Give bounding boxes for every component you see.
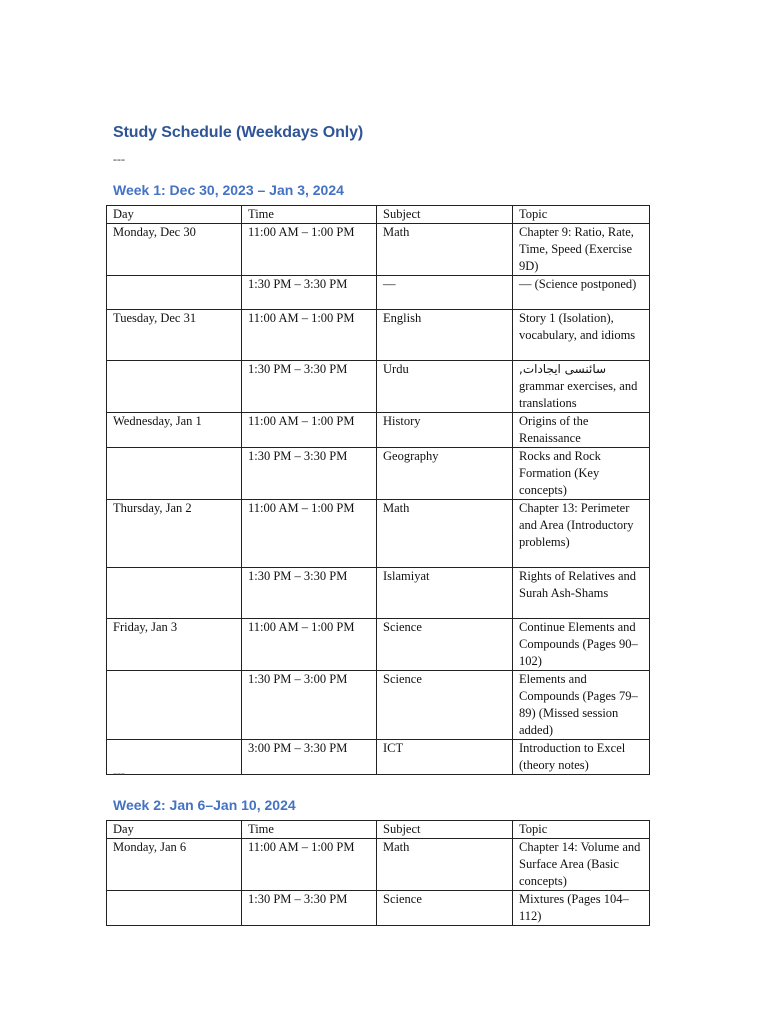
table-row xyxy=(107,839,650,891)
cell-day: Friday, Jan 3 xyxy=(107,619,242,671)
week-1-heading: Week 1: Dec 30, 2023 – Jan 3, 2024 xyxy=(113,182,344,198)
separator-line: --- xyxy=(113,152,125,166)
cell-topic: Introduction to Excel (theory notes) xyxy=(513,740,650,775)
table-header-row xyxy=(107,821,650,839)
cell-day: Thursday, Jan 2 xyxy=(107,500,242,568)
table-row xyxy=(107,448,650,500)
table-row xyxy=(107,361,650,413)
column-header-day: Day xyxy=(107,206,242,224)
cell-day xyxy=(107,448,242,500)
cell-time: 1:30 PM – 3:30 PM xyxy=(242,276,377,310)
cell-topic: Elements and Compounds (Pages 79–89) (Missed session added) xyxy=(513,671,650,740)
table-row xyxy=(107,671,650,740)
cell-day xyxy=(107,740,242,775)
cell-topic: Chapter 14: Volume and Surface Area (Basic concepts) xyxy=(513,839,650,891)
cell-time: 11:00 AM – 1:00 PM xyxy=(242,500,377,568)
cell-topic: — (Science postponed) xyxy=(513,276,650,310)
column-header-topic: Topic xyxy=(513,206,650,224)
cell-topic: Origins of the Renaissance xyxy=(513,413,650,448)
cell-time: 1:30 PM – 3:30 PM xyxy=(242,891,377,926)
week-1-table xyxy=(106,205,650,775)
cell-subject: English xyxy=(377,310,513,361)
cell-time: 11:00 AM – 1:00 PM xyxy=(242,224,377,276)
cell-day xyxy=(107,361,242,413)
cell-day: Wednesday, Jan 1 xyxy=(107,413,242,448)
cell-time: 11:00 AM – 1:00 PM xyxy=(242,310,377,361)
cell-subject: — xyxy=(377,276,513,310)
column-header-subject: Subject xyxy=(377,206,513,224)
cell-topic: Chapter 13: Perimeter and Area (Introductory problems) xyxy=(513,500,650,568)
cell-topic xyxy=(513,361,650,413)
table-row xyxy=(107,310,650,361)
table-row xyxy=(107,619,650,671)
cell-day xyxy=(107,568,242,619)
cell-topic: Mixtures (Pages 104–112) xyxy=(513,891,650,926)
table-row xyxy=(107,740,650,775)
table-row xyxy=(107,224,650,276)
cell-time: 1:30 PM – 3:30 PM xyxy=(242,448,377,500)
column-header-topic: Topic xyxy=(513,821,650,839)
cell-topic: Story 1 (Isolation), vocabulary, and idioms xyxy=(513,310,650,361)
table-header-row xyxy=(107,206,650,224)
cell-time: 1:30 PM – 3:00 PM xyxy=(242,671,377,740)
cell-topic: Rights of Relatives and Surah Ash-Shams xyxy=(513,568,650,619)
cell-topic: Continue Elements and Compounds (Pages 90–102) xyxy=(513,619,650,671)
urdu-topic-text: سائنسی ایجادات, xyxy=(519,362,607,376)
cell-subject: Science xyxy=(377,619,513,671)
table-row xyxy=(107,568,650,619)
cell-day xyxy=(107,276,242,310)
column-header-day: Day xyxy=(107,821,242,839)
cell-day: Tuesday, Dec 31 xyxy=(107,310,242,361)
table-row xyxy=(107,413,650,448)
cell-time: 11:00 AM – 1:00 PM xyxy=(242,413,377,448)
cell-time: 3:00 PM – 3:30 PM xyxy=(242,740,377,775)
week-2-table xyxy=(106,820,650,926)
cell-day: Monday, Jan 6 xyxy=(107,839,242,891)
cell-subject: Science xyxy=(377,891,513,926)
column-header-time: Time xyxy=(242,821,377,839)
cell-subject: Science xyxy=(377,671,513,740)
cell-day xyxy=(107,891,242,926)
cell-time: 11:00 AM – 1:00 PM xyxy=(242,619,377,671)
cell-topic-text: grammar exercises, and translations xyxy=(519,379,638,410)
cell-time: 11:00 AM – 1:00 PM xyxy=(242,839,377,891)
cell-subject: Geography xyxy=(377,448,513,500)
separator-line: --- xyxy=(113,766,125,780)
cell-day: Monday, Dec 30 xyxy=(107,224,242,276)
cell-topic: Chapter 9: Ratio, Rate, Time, Speed (Exercise 9D) xyxy=(513,224,650,276)
cell-time: 1:30 PM – 3:30 PM xyxy=(242,361,377,413)
document-title: Study Schedule (Weekdays Only) xyxy=(113,124,364,141)
cell-subject: Math xyxy=(377,500,513,568)
cell-topic: Rocks and Rock Formation (Key concepts) xyxy=(513,448,650,500)
week-2-heading: Week 2: Jan 6–Jan 10, 2024 xyxy=(113,797,296,813)
cell-subject: ICT xyxy=(377,740,513,775)
cell-day xyxy=(107,671,242,740)
cell-subject: Islamiyat xyxy=(377,568,513,619)
cell-subject: Math xyxy=(377,224,513,276)
cell-subject: Math xyxy=(377,839,513,891)
cell-time: 1:30 PM – 3:30 PM xyxy=(242,568,377,619)
column-header-time: Time xyxy=(242,206,377,224)
table-row xyxy=(107,500,650,568)
cell-subject: Urdu xyxy=(377,361,513,413)
table-row xyxy=(107,276,650,310)
cell-subject: History xyxy=(377,413,513,448)
table-row xyxy=(107,891,650,926)
column-header-subject: Subject xyxy=(377,821,513,839)
